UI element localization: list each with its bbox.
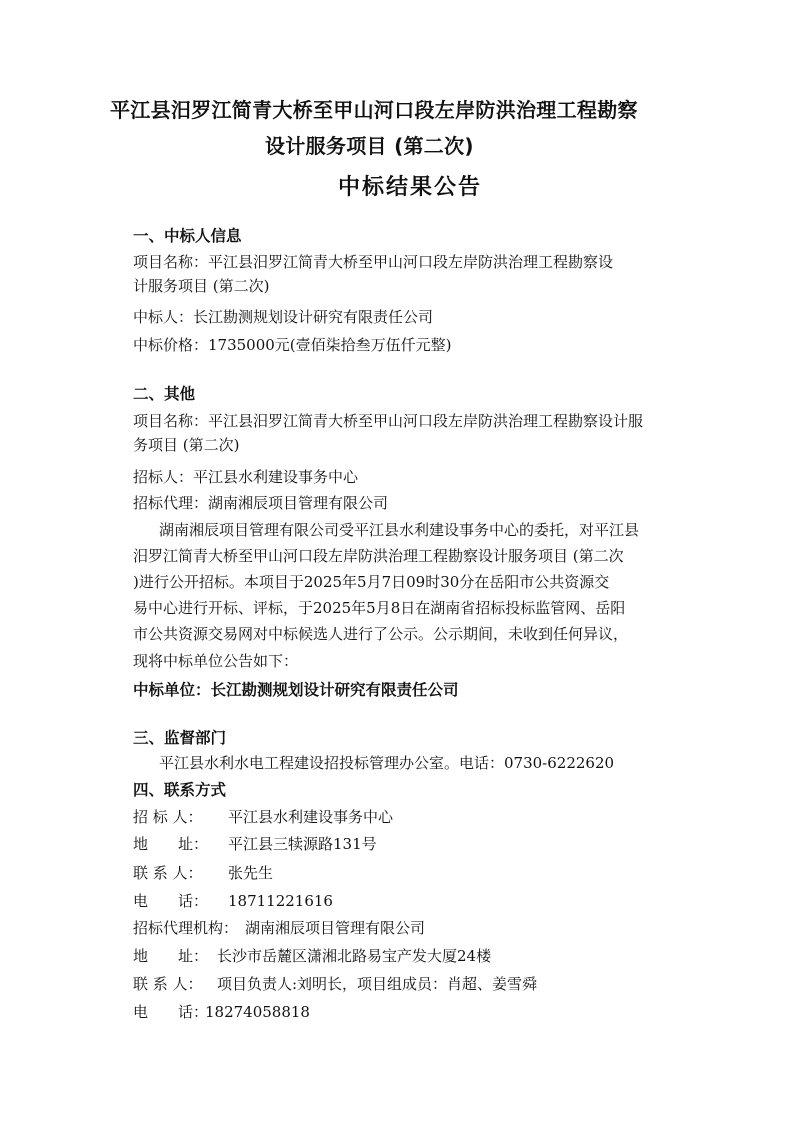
document-title-line1: 平江县汨罗江简青大桥至甲山河口段左岸防洪治理工程勘察 xyxy=(110,98,638,122)
section2-heading: 二、其他 xyxy=(133,385,196,403)
contact-row xyxy=(133,862,273,883)
winning-unit: 中标单位：长江勘测规划设计研究有限责任公司 xyxy=(133,681,459,699)
section1-project-name-line1: 项目名称：平江县汨罗江简青大桥至甲山河口段左岸防洪治理工程勘察设 xyxy=(133,253,614,271)
agent-label: 招标代理机构： xyxy=(133,919,239,937)
agent-contact-value: 长沙市岳麓区潇湘北路易宝产发大厦24楼 xyxy=(217,947,492,965)
contact-row xyxy=(133,890,333,911)
contact-value: 平江县三犊源路131号 xyxy=(228,835,377,853)
agent-contact-value: 18274058818 xyxy=(205,1003,310,1021)
contact-value: 张先生 xyxy=(228,864,274,882)
contact-value: 平江县水利建设事务中心 xyxy=(228,808,394,826)
contact-label: 招 标 人： xyxy=(133,808,203,826)
section2-paragraph-line: )进行公开招标。本项目于2025年5月7日09时30分在岳阳市公共资源交 xyxy=(133,573,610,591)
contact-label: 地 址： xyxy=(133,835,209,853)
agent-row xyxy=(133,917,425,938)
section1-winner: 中标人：长江勘测规划设计研究有限责任公司 xyxy=(133,308,434,326)
contact-label: 联 系 人： xyxy=(133,864,203,882)
contact-row xyxy=(133,806,393,827)
section2-paragraph-line: 汨罗江简青大桥至甲山河口段左岸防洪治理工程勘察设计服务项目 (第二次 xyxy=(133,547,624,565)
contact-value: 18711221616 xyxy=(228,892,333,910)
section2-agent: 招标代理：湖南湘辰项目管理有限公司 xyxy=(133,494,389,512)
section2-tenderer: 招标人：平江县水利建设事务中心 xyxy=(133,468,359,486)
section1-project-name-line2: 计服务项目 (第二次) xyxy=(133,277,270,295)
section2-paragraph-line: 湖南湘辰项目管理有限公司受平江县水利建设事务中心的委托，对平江县 xyxy=(159,521,640,539)
agent-value: 湖南湘辰项目管理有限公司 xyxy=(245,919,426,937)
section2-paragraph-line: 易中心进行开标、评标，于2025年5月8日在湖南省招标投标监管网、岳阳 xyxy=(133,599,626,617)
section1-price: 中标价格：1735000元(壹佰柒拾叁万伍仟元整) xyxy=(133,336,452,354)
agent-contact-row xyxy=(133,1001,310,1022)
document-title-line3: 中标结果公告 xyxy=(338,175,483,200)
section2-paragraph-line: 市公共资源交易网对中标候选人进行了公示。公示期间，未收到任何异议， xyxy=(133,625,629,643)
section2-project-name-line2: 务项目 (第二次) xyxy=(133,436,240,454)
section2-paragraph-line: 现将中标单位公告如下： xyxy=(133,652,299,670)
agent-contact-row xyxy=(133,973,537,994)
section4-heading: 四、联系方式 xyxy=(133,781,227,799)
contact-row xyxy=(133,833,377,854)
agent-contact-value: 项目负责人:刘明长，项目组成员：肖超、姜雪舜 xyxy=(217,975,538,993)
section1-heading: 一、中标人信息 xyxy=(133,227,242,245)
contact-label: 电 话： xyxy=(133,892,209,910)
section3-heading: 三、监督部门 xyxy=(133,729,227,747)
section2-project-name-line1: 项目名称：平江县汨罗江简青大桥至甲山河口段左岸防洪治理工程勘察设计服 xyxy=(133,412,644,430)
agent-contact-label: 地 址： xyxy=(133,947,209,965)
supervision-text: 平江县水利水电工程建设招投标管理办公室。电话：0730-6222620 xyxy=(159,754,615,772)
agent-contact-row xyxy=(133,945,491,966)
document-title-line2: 设计服务项目 (第二次) xyxy=(265,134,474,158)
agent-contact-label: 电 话： xyxy=(133,1003,209,1021)
agent-contact-label: 联 系 人： xyxy=(133,975,203,993)
